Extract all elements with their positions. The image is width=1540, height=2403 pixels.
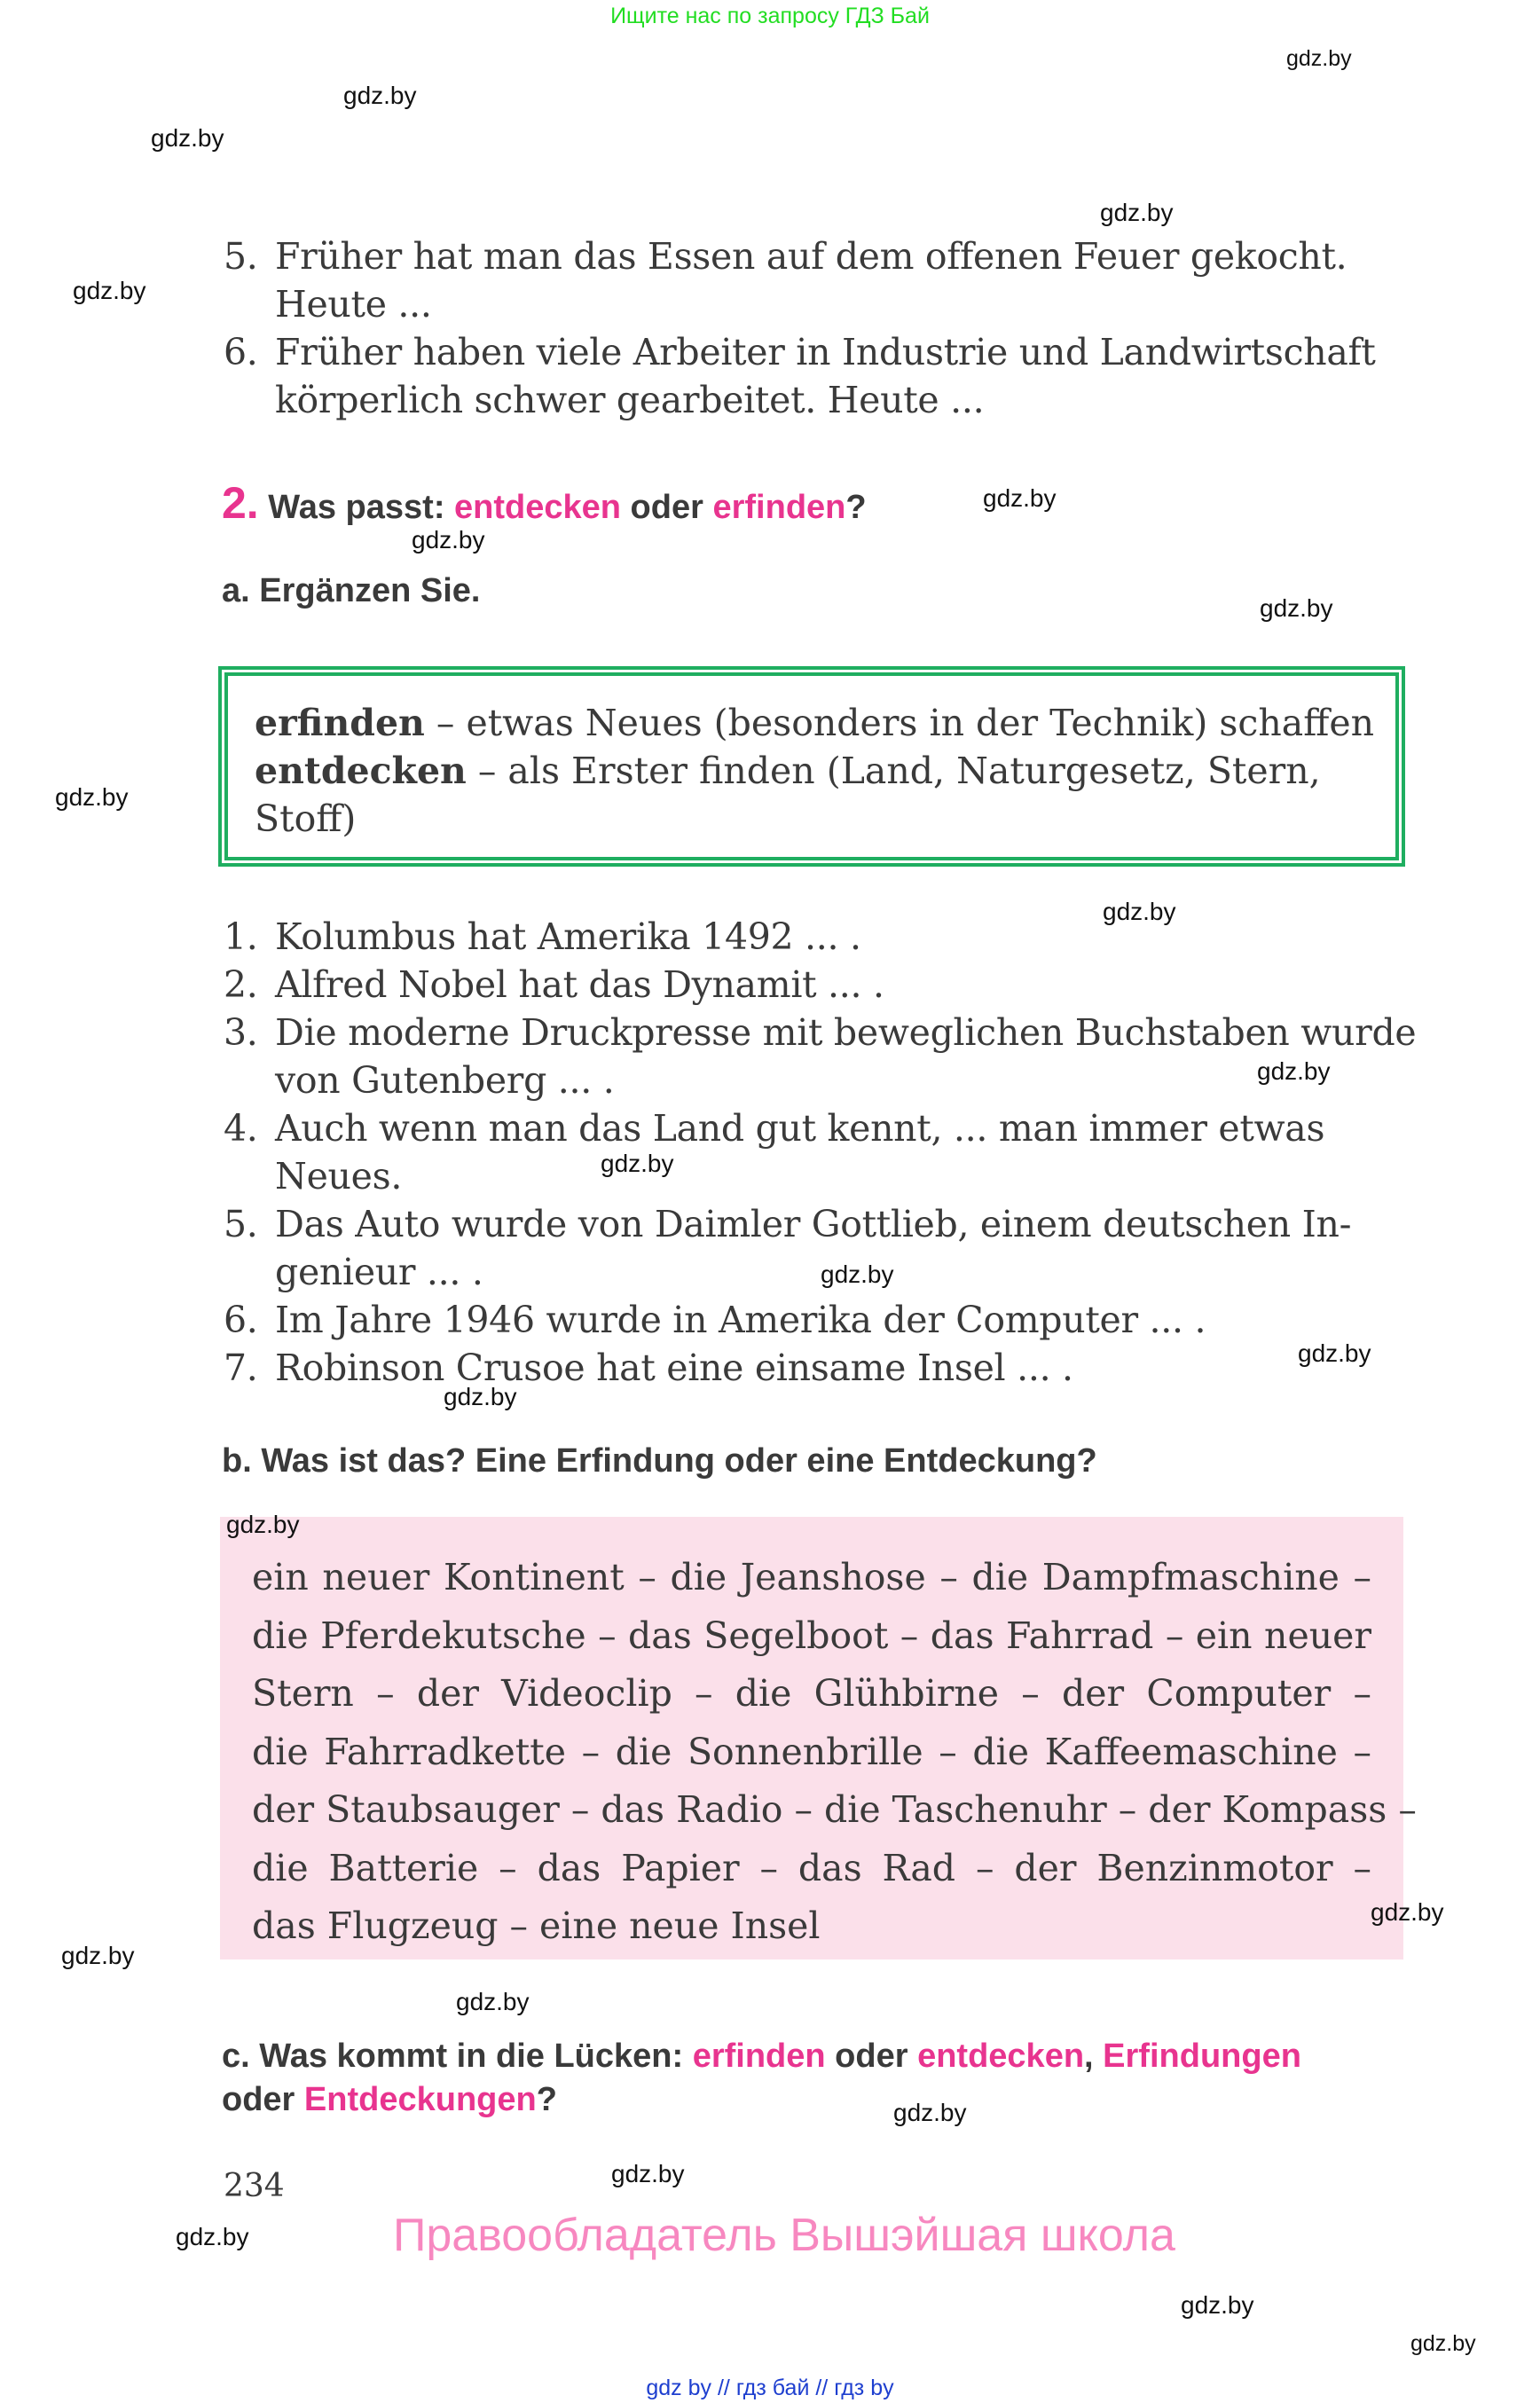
watermark: gdz.by [1298, 1339, 1371, 1367]
watermark: gdz.by [1103, 898, 1176, 925]
watermark: gdz.by [611, 2160, 685, 2187]
watermark: gdz.by [151, 124, 224, 152]
definitions-box [218, 666, 1405, 867]
watermark: gdz.by [456, 1988, 530, 2015]
watermark: gdz.by [893, 2099, 967, 2126]
watermark: gdz.by [176, 2223, 249, 2250]
word-list-line: Stern – der Videoclip – die Glühbirne – der Computer – [252, 1672, 1371, 1715]
list-item: 2. Alfred Nobel hat das Dynamit ... . [224, 963, 884, 1006]
watermark: gdz.by [1100, 199, 1174, 226]
watermark: gdz.by [1260, 594, 1333, 622]
list-item-continuation: genieur ... . [275, 1251, 483, 1293]
continuation-list [224, 232, 1376, 424]
word-list-line: ein neuer Kontinent – die Jeanshose – die Dampfmaschine – [252, 1556, 1371, 1598]
word-list-line: das Flugzeug – eine neue Insel [252, 1904, 821, 1947]
watermark: gdz.by [73, 277, 146, 304]
watermark: gdz.by [343, 82, 417, 109]
watermark: gdz.by [61, 1942, 135, 1969]
watermark: gdz.by [226, 1511, 300, 1538]
definition-entdecken: entdecken – als Erster finden (Land, Naturgesetz, Stern, [255, 750, 1321, 792]
watermark: gdz.by [1257, 1057, 1331, 1085]
watermark: gdz.by [55, 783, 129, 811]
list-item: 7. Robinson Crusoe hat eine einsame Insel ... . [224, 1347, 1073, 1389]
definition-continuation: Stoff) [255, 797, 357, 840]
search-banner: Ищите нас по запросу ГДЗ Бай [610, 4, 930, 28]
list-item: 6. Früher haben viele Arbeiter in Industrie und Landwirtschaft [224, 331, 1376, 373]
word-list-line: die Fahrradkette – die Sonnenbrille – die Kaffeemaschine – [252, 1730, 1371, 1773]
watermark: gdz.by [1371, 1898, 1444, 1926]
footer-links: gdz by // гдз бай // гдз by [646, 2376, 894, 2400]
word-list-line: die Batterie – das Papier – das Rad – der Benzinmotor – [252, 1846, 1371, 1889]
definition-erfinden: erfinden – etwas Neues (besonders in der Technik) schaffen [255, 702, 1375, 744]
watermark: gdz.by [412, 526, 485, 554]
word-list-line: die Pferdekutsche – das Segelboot – das Fahrrad – ein neuer [252, 1614, 1371, 1657]
watermark: gdz.by [601, 1150, 674, 1177]
list-item: 5. Das Auto wurde von Daimler Gottlieb, einem deutschen In- [224, 1203, 1352, 1245]
page-number: 234 [224, 2168, 285, 2204]
word-list-line: der Staubsauger – das Radio – die Taschenuhr – der Kompass – [252, 1788, 1417, 1831]
list-item: 1. Kolumbus hat Amerika 1492 ... . [224, 915, 861, 958]
part-c-heading: c. Was kommt in die Lücken: erfinden oder entdecken, Erfindungen oder Entdeckungen? [222, 2038, 1301, 2118]
watermark: gdz.by [1181, 2291, 1254, 2319]
exercise-a-list [224, 913, 1416, 1392]
list-item-continuation: Heute ... [275, 283, 432, 326]
exercise-number: 2. [222, 478, 259, 528]
watermark: gdz.by [444, 1383, 517, 1410]
list-item-continuation: von Gutenberg ... . [275, 1059, 615, 1102]
watermark: gdz.by [821, 1260, 894, 1288]
list-item-continuation: Neues. [275, 1155, 403, 1198]
watermark: gdz.by [983, 484, 1057, 512]
list-item-continuation: körperlich schwer gearbeitet. Heute ... [275, 379, 985, 421]
part-a-heading: a. Ergänzen Sie. [222, 572, 481, 609]
watermark: gdz.by [1286, 46, 1352, 71]
watermark: gdz.by [1410, 2331, 1476, 2356]
exercise-heading: 2. Was passt: entdecken oder erfinden? [222, 478, 867, 528]
list-item: 6. Im Jahre 1946 wurde in Amerika der Computer ... . [224, 1299, 1206, 1341]
rights-holder: Правообладатель Вышэйшая школа [393, 2210, 1175, 2261]
list-item: 5. Früher hat man das Essen auf dem offenen Feuer gekocht. [224, 235, 1348, 278]
list-item: 4. Auch wenn man das Land gut kennt, ... man immer etwas [224, 1107, 1325, 1150]
part-b-heading: b. Was ist das? Eine Erfindung oder eine Entdeckung? [222, 1442, 1097, 1480]
list-item: 3. Die moderne Druckpresse mit beweglichen Buchstaben wurde [224, 1011, 1417, 1054]
